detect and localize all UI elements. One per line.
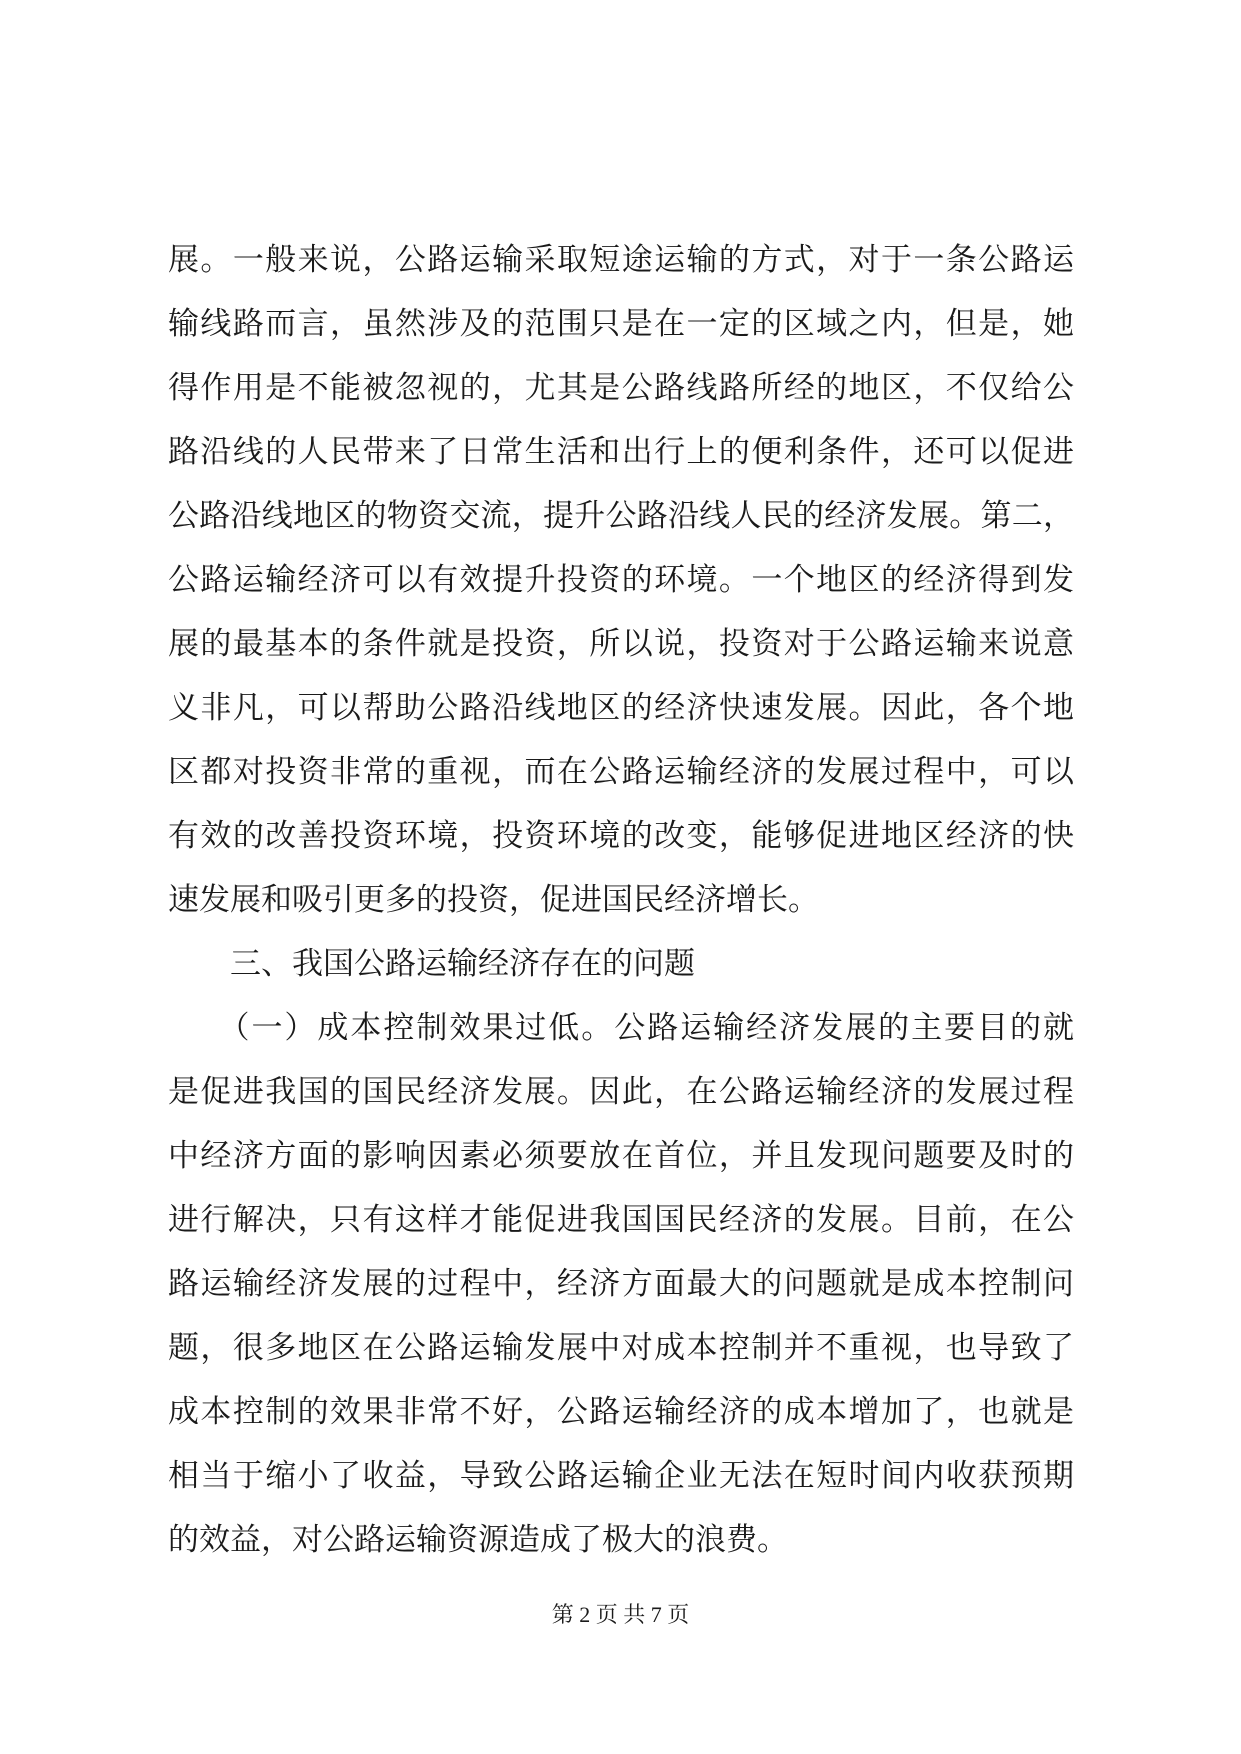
text-line: 展的最基本的条件就是投资，所以说，投资对于公路运输来说意 [168, 626, 1074, 662]
text-line: 的效益，对公路运输资源造成了极大的浪费。 [168, 1522, 788, 1558]
text-line: 义非凡，可以帮助公路沿线地区的经济快速发展。因此，各个地 [168, 690, 1074, 726]
text-line: 成本控制的效果非常不好，公路运输经济的成本增加了，也就是 [168, 1394, 1074, 1430]
text-line: 展。一般来说，公路运输采取短途运输的方式，对于一条公路运 [168, 242, 1074, 278]
text-line: 是促进我国的国民经济发展。因此，在公路运输经济的发展过程 [168, 1074, 1074, 1110]
text-line: 有效的改善投资环境，投资环境的改变，能够促进地区经济的快 [168, 818, 1074, 854]
text-line: 题，很多地区在公路运输发展中对成本控制并不重视，也导致了 [168, 1330, 1074, 1366]
text-line: 区都对投资非常的重视，而在公路运输经济的发展过程中，可以 [168, 754, 1074, 790]
text-line: 路沿线的人民带来了日常生活和出行上的便利条件，还可以促进 [168, 434, 1074, 470]
body-text [168, 228, 1074, 1572]
text-line: 中经济方面的影响因素必须要放在首位，并且发现问题要及时的 [168, 1138, 1074, 1174]
section-heading: 三、我国公路运输经济存在的问题 [168, 946, 695, 982]
text-line: 路运输经济发展的过程中，经济方面最大的问题就是成本控制问 [168, 1266, 1074, 1302]
text-line: 输线路而言，虽然涉及的范围只是在一定的区域之内，但是，她 [168, 306, 1074, 342]
text-line: （一）成本控制效果过低。公路运输经济发展的主要目的就 [168, 1010, 1074, 1046]
text-line: 得作用是不能被忽视的，尤其是公路线路所经的地区，不仅给公 [168, 370, 1074, 406]
page-number: 第 2 页 共 7 页 [551, 1602, 690, 1627]
text-line: 相当于缩小了收益，导致公路运输企业无法在短时间内收获预期 [168, 1458, 1074, 1494]
text-line: 公路沿线地区的物资交流，提升公路沿线人民的经济发展。第二， [168, 498, 1074, 534]
text-line: 公路运输经济可以有效提升投资的环境。一个地区的经济得到发 [168, 562, 1074, 598]
text-line: 速发展和吸引更多的投资，促进国民经济增长。 [168, 882, 819, 918]
text-line: 进行解决，只有这样才能促进我国国民经济的发展。目前，在公 [168, 1202, 1074, 1238]
